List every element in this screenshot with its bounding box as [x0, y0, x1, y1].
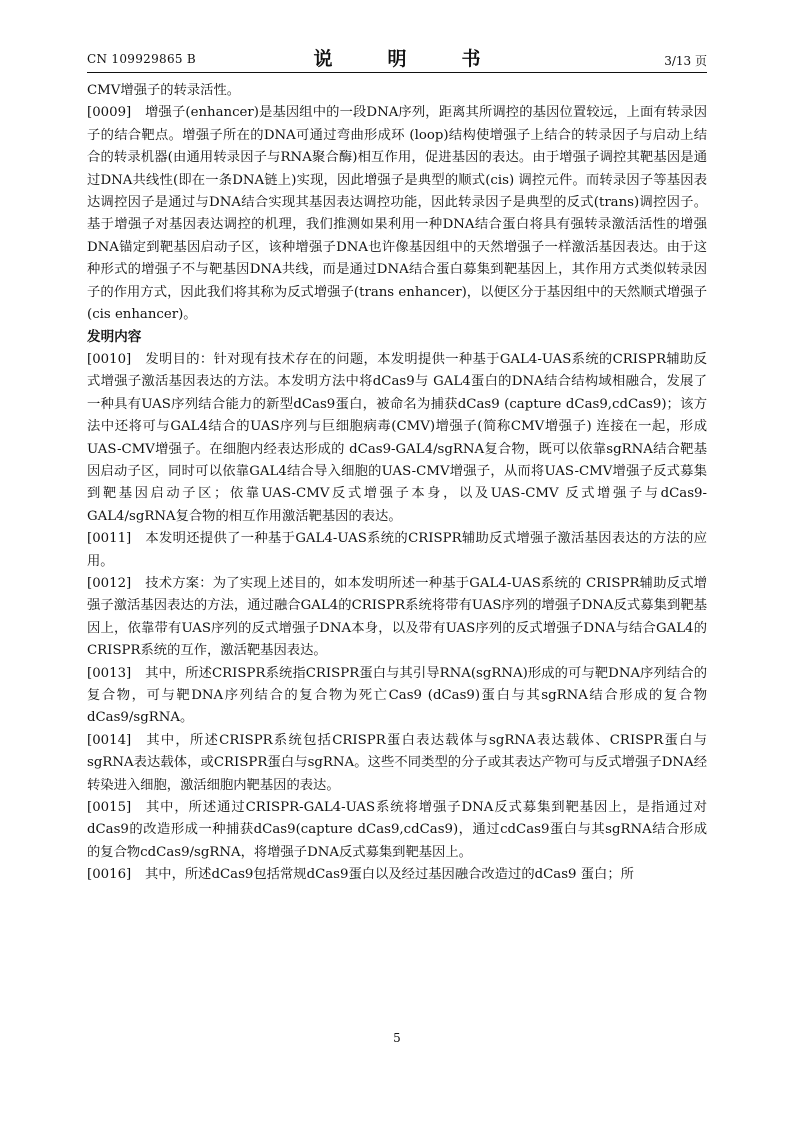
continuation-text: CMV增强子的转录活性。 — [87, 83, 241, 98]
paragraph-text: 其中，所述通过CRISPR-GAL4-UAS系统将增强子DNA反式募集到靶基因上，是指通过对dCas9的改造形成一种捕获dCas9(capture dCas9,cdCas9)，通过cdCas9蛋白与其sgRNA结合形成的复合物cdCas9/sgRNA，将增强子DNA反式募集到靶基因上。 — [87, 800, 707, 860]
paragraph-number: [0010] — [87, 351, 132, 367]
paragraph-0011 — [87, 528, 707, 573]
paragraph-0016 — [87, 864, 707, 886]
document-body — [87, 80, 707, 887]
paragraph-number: [0013] — [87, 665, 132, 681]
paragraph-text: 增强子(enhancer)是基因组中的一段DNA序列，距离其所调控的基因位置较远，上面有转录因子的结合靶点。增强子所在的DNA可通过弯曲形成环 (loop)结构使增强子上结合的转录因子与启动上结合的转录机器(由通用转录因子与RNA聚合酶)相互作用，促进基因的表达。由于增强子调控其靶基因是通过DNA共线性(即在一条DNA链上)实现，因此增强子是典型的顺式(cis) 调控元件。而转录因子等基因表达调控因子是通过与DNA结合实现其基因表达调控功能，因此转录因子是典型的反式(trans)调控因子。基于增强子对基因表达调控的机理，我们推测如果利用一种DNA结合蛋白将具有强转录激活活性的增强DNA锚定到靶基因启动子区，该种增强子DNA也许像基因组中的天然增强子一样激活基因表达。由于这种形式的增强子不与靶基因DNA共线，而是通过DNA结合蛋白募集到靶基因上，其作用方式类似转录因子的作用方式，因此我们将其称为反式增强子(trans enhancer)，以便区分于基因组中的天然顺式增强子(cis enhancer)。 — [87, 105, 707, 323]
document-title: 说 明 书 — [313, 48, 499, 70]
patent-number: CN 109929865 B — [87, 52, 197, 66]
paragraph-text: 发明目的：针对现有技术存在的问题，本发明提供一种基于GAL4-UAS系统的CRISPR辅助反式增强子激活基因表达的方法。本发明方法中将dCas9与 GAL4蛋白的DNA结合结构域相融合，发展了一种具有UAS序列结合能力的新型dCas9蛋白，被命名为捕获dCas9 (capture dCas9,cdCas9)；该方法中还将可与GAL4结合的UAS序列与巨细胞病毒(CMV)增强子(简称CMV增强子) 连接在一起，形成UAS-CMV增强子。在细胞内经表达形成的 dCas9-GAL4/sgRNA复合物，既可以依靠sgRNA结合靶基因启动子区，同时可以依靠GAL4结合导入细胞的UAS-CMV增强子，从而将UAS-CMV增强子反式募集到靶基因启动子区；依靠UAS-CMV反式增强子本身，以及UAS-CMV 反式增强子与dCas9-GAL4/sgRNA复合物的相互作用激活靶基因的表达。 — [87, 351, 707, 524]
paragraph-text: 技术方案：为了实现上述目的，如本发明所述一种基于GAL4-UAS系统的 CRISPR辅助反式增强子激活基因表达的方法，通过融合GAL4的CRISPR系统将带有UAS序列的增强子DNA反式募集到靶基因上，依靠带有UAS序列的反式增强子DNA本身，以及带有UAS序列的反式增强子DNA与结合GAL4的 CRISPR系统的互作，激活靶基因表达。 — [87, 575, 707, 659]
paragraph-number: [0011] — [87, 531, 132, 547]
paragraph-0013 — [87, 663, 707, 730]
paragraph-0014 — [87, 730, 707, 797]
paragraph-0012 — [87, 573, 707, 663]
paragraph-text: 其中，所述CRISPR系统指CRISPR蛋白与其引导RNA(sgRNA)形成的可与靶DNA序列结合的复合物，可与靶DNA序列结合的复合物为死亡Cas9 (dCas9)蛋白与其sgRNA结合形成的复合物dCas9/sgRNA。 — [87, 665, 707, 726]
paragraph-0010 — [87, 349, 707, 528]
page-info: 3/13 页 — [664, 54, 707, 68]
paragraph-0009 — [87, 102, 707, 326]
paragraph-text: 其中，所述CRISPR系统包括CRISPR蛋白表达载体与sgRNA表达载体、CRISPR蛋白与sgRNA表达载体，或CRISPR蛋白与sgRNA。这些不同类型的分子或其表达产物可与反式增强子DNA经转染进入细胞，激活细胞内靶基因的表达。 — [87, 732, 707, 793]
paragraph-number: [0009] — [87, 105, 132, 121]
paragraph-text: 本发明还提供了一种基于GAL4-UAS系统的CRISPR辅助反式增强子激活基因表达的方法的应用。 — [87, 531, 707, 569]
paragraph-0015 — [87, 797, 707, 864]
paragraph-number: [0012] — [87, 575, 132, 591]
page-header — [87, 44, 707, 73]
paragraph-number: [0014] — [87, 732, 132, 748]
page-number: 5 — [393, 1031, 401, 1045]
paragraph-number: [0015] — [87, 800, 132, 815]
paragraph-text: 其中，所述dCas9包括常规dCas9蛋白以及经过基因融合改造过的dCas9 蛋白；所 — [145, 867, 634, 883]
section-heading: 发明内容 — [87, 329, 142, 346]
paragraph-number: [0016] — [87, 867, 132, 883]
